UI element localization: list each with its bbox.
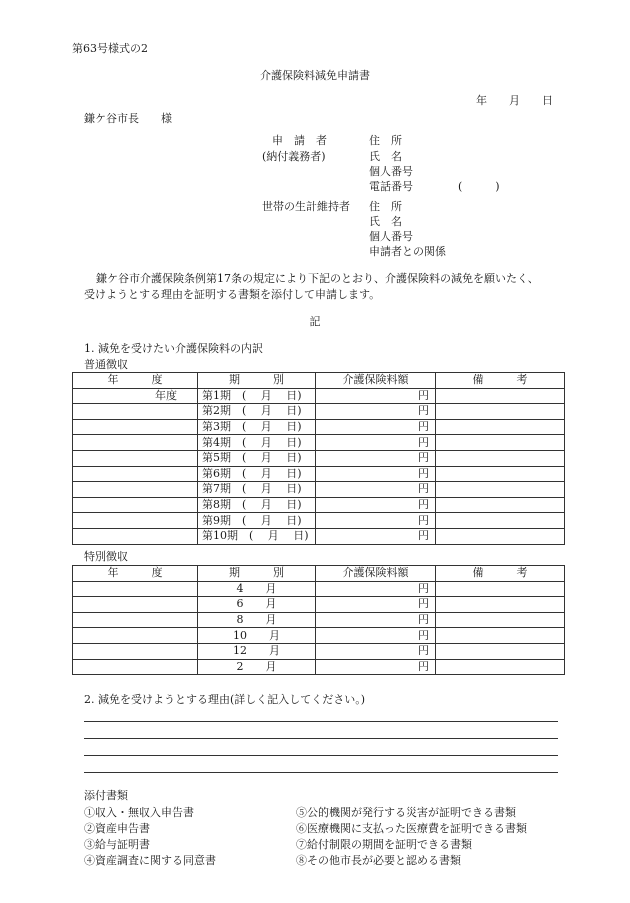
body-line-2: 受けようとする理由を証明する書類を添付して申請します。 xyxy=(84,288,381,301)
note-cell[interactable] xyxy=(436,435,565,451)
attachment-item: ⑦給付制限の期間を証明できる書類 xyxy=(296,838,472,851)
year-cell xyxy=(73,597,198,613)
note-cell[interactable] xyxy=(436,513,565,529)
reason-line[interactable] xyxy=(84,772,558,773)
period-cell: 2 月 xyxy=(198,659,316,675)
note-cell[interactable] xyxy=(436,581,565,597)
table-row xyxy=(73,643,565,659)
special-table xyxy=(72,565,565,675)
applicant-address-label: 住 所 xyxy=(369,134,402,147)
year-cell xyxy=(73,628,198,644)
section-2-heading: 2. 減免を受けようとする理由(詳しく記入してください。) xyxy=(84,693,366,706)
table-row xyxy=(73,388,565,404)
year-cell xyxy=(73,528,198,544)
header-period: 期 別 xyxy=(198,373,316,389)
amount-cell[interactable]: 円 xyxy=(316,597,436,613)
obligor-label: (納付義務者) xyxy=(262,150,326,163)
amount-cell[interactable]: 円 xyxy=(316,612,436,628)
applicant-phone-label: 電話番号 xyxy=(369,180,413,193)
amount-cell[interactable]: 円 xyxy=(316,482,436,498)
household-address-label: 住 所 xyxy=(369,200,402,213)
applicant-name-label: 氏 名 xyxy=(369,150,402,163)
amount-cell[interactable]: 円 xyxy=(316,643,436,659)
note-cell[interactable] xyxy=(436,612,565,628)
table-row xyxy=(73,419,565,435)
household-name-label: 氏 名 xyxy=(369,215,402,228)
year-cell xyxy=(73,659,198,675)
amount-cell[interactable]: 円 xyxy=(316,419,436,435)
note-cell[interactable] xyxy=(436,482,565,498)
period-cell: 第4期 ( 月 日) xyxy=(198,435,316,451)
amount-cell[interactable]: 円 xyxy=(316,404,436,420)
table-row xyxy=(73,435,565,451)
year-cell xyxy=(73,482,198,498)
period-cell: 第5期 ( 月 日) xyxy=(198,450,316,466)
period-cell: 10 月 xyxy=(198,628,316,644)
table-row xyxy=(73,528,565,544)
year-cell xyxy=(73,435,198,451)
household-number-label: 個人番号 xyxy=(369,230,413,243)
table-header-row xyxy=(73,566,565,582)
period-cell: 12 月 xyxy=(198,643,316,659)
period-cell: 第6期 ( 月 日) xyxy=(198,466,316,482)
header-note: 備 考 xyxy=(436,373,565,389)
table-row xyxy=(73,628,565,644)
applicant-number-label: 個人番号 xyxy=(369,165,413,178)
year-cell xyxy=(73,466,198,482)
attachment-item: ⑥医療機関に支払った医療費を証明できる書類 xyxy=(296,822,527,835)
period-cell: 第7期 ( 月 日) xyxy=(198,482,316,498)
note-cell[interactable] xyxy=(436,450,565,466)
year-cell xyxy=(73,404,198,420)
period-cell: 第2期 ( 月 日) xyxy=(198,404,316,420)
addressee: 鎌ケ谷市長 様 xyxy=(84,112,172,125)
special-label: 特別徴収 xyxy=(84,550,128,563)
amount-cell[interactable]: 円 xyxy=(316,435,436,451)
attachment-item: ⑧その他市長が必要と認める書類 xyxy=(296,854,461,867)
reason-line[interactable] xyxy=(84,738,558,739)
attachment-item: ③給与証明書 xyxy=(84,838,150,851)
phone-paren: ( ) xyxy=(458,180,500,193)
table-row xyxy=(73,513,565,529)
year-cell xyxy=(73,450,198,466)
header-year: 年 度 xyxy=(73,373,198,389)
table-row xyxy=(73,404,565,420)
ordinary-table xyxy=(72,372,565,545)
reason-line[interactable] xyxy=(84,721,558,722)
year-cell[interactable]: 年度 xyxy=(73,388,198,404)
household-relation-label: 申請者との関係 xyxy=(369,245,446,258)
header-note: 備 考 xyxy=(436,566,565,582)
applicant-label: 申 請 者 xyxy=(272,134,327,147)
table-row xyxy=(73,612,565,628)
period-cell: 第9期 ( 月 日) xyxy=(198,513,316,529)
reason-line[interactable] xyxy=(84,755,558,756)
section-1-heading: 1. 減免を受けたい介護保険料の内訳 xyxy=(84,342,263,355)
year-cell[interactable] xyxy=(73,581,198,597)
attachment-item: ②資産申告書 xyxy=(84,822,150,835)
amount-cell[interactable]: 円 xyxy=(316,450,436,466)
note-cell[interactable] xyxy=(436,497,565,513)
date-line: 年 月 日 xyxy=(476,94,553,107)
note-cell[interactable] xyxy=(436,419,565,435)
header-amount: 介護保険料額 xyxy=(316,373,436,389)
period-cell: 第1期 ( 月 日) xyxy=(198,388,316,404)
period-cell: 第8期 ( 月 日) xyxy=(198,497,316,513)
note-cell[interactable] xyxy=(436,597,565,613)
period-cell: 8 月 xyxy=(198,612,316,628)
household-label: 世帯の生計維持者 xyxy=(262,200,350,213)
body-line-1: 鎌ケ谷市介護保険条例第17条の規定により下記のとおり、介護保険料の減免を願いたく、 xyxy=(96,272,539,285)
page-title: 介護保険料減免申請書 xyxy=(260,69,370,82)
year-cell xyxy=(73,419,198,435)
attachments-heading: 添付書類 xyxy=(84,789,128,802)
amount-cell[interactable]: 円 xyxy=(316,513,436,529)
amount-cell[interactable]: 円 xyxy=(316,466,436,482)
form-number: 第63号様式の2 xyxy=(72,42,148,55)
ki-mark: 記 xyxy=(309,315,321,328)
amount-cell[interactable]: 円 xyxy=(316,388,436,404)
amount-cell[interactable]: 円 xyxy=(316,659,436,675)
amount-cell[interactable]: 円 xyxy=(316,497,436,513)
period-cell: 第10期 ( 月 日) xyxy=(198,528,316,544)
table-row xyxy=(73,659,565,675)
period-cell: 4 月 xyxy=(198,581,316,597)
attachment-item: ⑤公的機関が発行する災害が証明できる書類 xyxy=(296,806,516,819)
table-row xyxy=(73,597,565,613)
table-header-row xyxy=(73,373,565,389)
year-cell xyxy=(73,612,198,628)
year-cell xyxy=(73,497,198,513)
period-cell: 6 月 xyxy=(198,597,316,613)
ordinary-label: 普通徴収 xyxy=(84,358,128,371)
amount-cell[interactable]: 円 xyxy=(316,528,436,544)
note-cell[interactable] xyxy=(436,466,565,482)
note-cell[interactable] xyxy=(436,659,565,675)
attachment-item: ①収入・無収入申告書 xyxy=(84,806,194,819)
note-cell[interactable] xyxy=(436,404,565,420)
table-row xyxy=(73,466,565,482)
header-amount: 介護保険料額 xyxy=(316,566,436,582)
header-period: 期 別 xyxy=(198,566,316,582)
year-cell xyxy=(73,513,198,529)
table-row xyxy=(73,450,565,466)
header-year: 年 度 xyxy=(73,566,198,582)
period-cell: 第3期 ( 月 日) xyxy=(198,419,316,435)
table-row xyxy=(73,497,565,513)
amount-cell[interactable]: 円 xyxy=(316,581,436,597)
table-row xyxy=(73,581,565,597)
table-row xyxy=(73,482,565,498)
note-cell[interactable] xyxy=(436,388,565,404)
attachment-item: ④資産調査に関する同意書 xyxy=(84,854,216,867)
year-cell xyxy=(73,643,198,659)
note-cell[interactable] xyxy=(436,643,565,659)
note-cell[interactable] xyxy=(436,628,565,644)
note-cell[interactable] xyxy=(436,528,565,544)
amount-cell[interactable]: 円 xyxy=(316,628,436,644)
